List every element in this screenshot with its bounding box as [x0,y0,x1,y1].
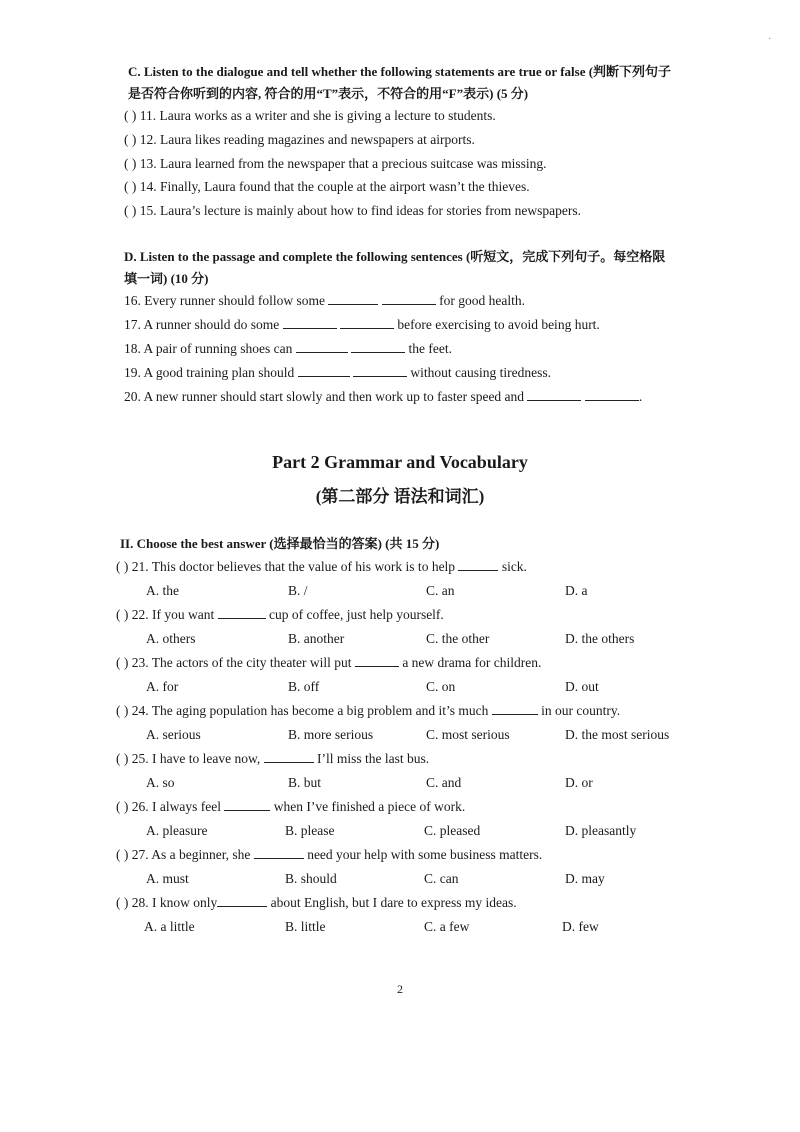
option-a[interactable]: A. a little [144,919,195,934]
question-18-text: 18. A pair of running shoes can [124,341,296,356]
option-d[interactable]: D. a [565,583,588,598]
option-c[interactable]: C. the other [426,631,490,646]
option-a[interactable]: A. so [146,775,175,790]
question-27-tail: need your help with some business matters. [303,847,543,862]
option-d[interactable]: D. or [565,775,593,790]
option-b[interactable]: B. / [288,583,308,598]
option-a[interactable]: A. for [146,679,179,694]
option-a[interactable]: A. others [146,631,196,646]
option-a[interactable]: A. pleasure [146,823,208,838]
option-b[interactable]: B. more serious [288,727,374,742]
question-25-tail: I’ll miss the last bus. [313,751,430,766]
option-b[interactable]: B. little [285,919,326,934]
answer-blank[interactable] [283,316,337,329]
question-23 [116,654,541,672]
answer-blank[interactable] [224,798,270,811]
question-26 [116,798,465,816]
answer-blank[interactable] [527,388,581,401]
option-c[interactable]: C. an [426,583,455,598]
option-d[interactable]: D. few [562,919,599,934]
option-d[interactable]: D. out [565,679,599,694]
page-number: 2 [397,982,403,996]
answer-blank[interactable] [353,364,407,377]
scan-mark: · [768,34,772,45]
question-20 [124,388,642,406]
question-21-text: ( ) 21. This doctor believes that the value of his work is to help [116,559,459,574]
question-16-text: 16. Every runner should follow some [124,293,329,308]
option-a[interactable]: A. must [146,871,189,886]
question-20-tail: . [638,389,643,404]
option-c[interactable]: C. can [424,871,459,886]
option-d[interactable]: D. pleasantly [565,823,637,838]
section-d-heading-line2: 填一词) (10 分) [124,271,209,286]
option-c[interactable]: C. on [426,679,456,694]
answer-blank[interactable] [296,340,348,353]
question-15: ( ) 15. Laura’s lecture is mainly about how to find ideas for stories from newspapers. [124,203,582,218]
answer-blank[interactable] [340,316,394,329]
question-21-tail: sick. [498,559,527,574]
question-22-text: ( ) 22. If you want [116,607,218,622]
question-24-text: ( ) 24. The aging population has become a big problem and it’s much [116,703,492,718]
option-b[interactable]: B. should [285,871,337,886]
part-2-title: Part 2 Grammar and Vocabulary [272,452,528,472]
question-28-tail: about English, but I dare to express my ideas. [267,895,517,910]
question-27 [116,846,542,864]
question-13: ( ) 13. Laura learned from the newspaper that a precious suitcase was missing. [124,156,547,171]
question-25 [116,750,429,768]
question-11: ( ) 11. Laura works as a writer and she is giving a lecture to students. [124,108,496,123]
option-c[interactable]: C. pleased [424,823,481,838]
section-c-heading-line1: C. Listen to the dialogue and tell whether the following statements are true or false (判断下列句子 [128,64,672,79]
question-26-tail: when I’ve finished a piece of work. [270,799,466,814]
part-2-title-chinese: (第二部分 语法和词汇) [315,487,485,506]
answer-blank[interactable] [492,702,538,715]
section-d-heading-line1: D. Listen to the passage and complete the following sentences (听短文，完成下列句子。每空格限 [124,249,666,264]
question-23-tail: a new drama for children. [398,655,542,670]
answer-blank[interactable] [218,606,266,619]
answer-blank[interactable] [254,846,304,859]
option-b[interactable]: B. please [285,823,335,838]
question-21 [116,558,527,576]
question-17 [124,316,600,334]
option-b[interactable]: B. off [288,679,320,694]
answer-blank[interactable] [585,388,639,401]
question-27-text: ( ) 27. As a beginner, she [116,847,254,862]
answer-blank[interactable] [382,292,436,305]
option-c[interactable]: C. a few [424,919,470,934]
answer-blank[interactable] [298,364,350,377]
section-ii-heading: II. Choose the best answer (选择最恰当的答案) (共 15 分) [120,536,440,551]
question-16 [124,292,525,310]
section-c-heading-line2: 是否符合你听到的内容, 符合的用“T”表示，不符合的用“F”表示) (5 分) [128,86,529,101]
question-24-tail: in our country. [537,703,621,718]
question-28-text: ( ) 28. I know only [116,895,218,910]
question-17-tail: before exercising to avoid being hurt. [394,317,600,332]
answer-blank[interactable] [351,340,405,353]
question-18 [124,340,452,358]
answer-blank[interactable] [328,292,378,305]
question-25-text: ( ) 25. I have to leave now, [116,751,264,766]
option-d[interactable]: D. the most serious [565,727,670,742]
answer-blank[interactable] [458,558,498,571]
question-26-text: ( ) 26. I always feel [116,799,225,814]
question-16-tail: for good health. [435,293,525,308]
question-23-text: ( ) 23. The actors of the city theater will put [116,655,355,670]
question-28 [116,894,517,912]
question-19-text: 19. A good training plan should [124,365,298,380]
answer-blank[interactable] [264,750,314,763]
option-b[interactable]: B. but [288,775,322,790]
option-d[interactable]: D. the others [565,631,635,646]
question-19-tail: without causing tiredness. [407,365,551,380]
question-14: ( ) 14. Finally, Laura found that the couple at the airport wasn’t the thieves. [124,179,530,194]
question-22 [116,606,444,624]
question-17-text: 17. A runner should do some [124,317,283,332]
option-c[interactable]: C. most serious [426,727,510,742]
question-22-tail: cup of coffee, just help yourself. [265,607,444,622]
question-19 [124,364,551,382]
option-a[interactable]: A. serious [146,727,201,742]
question-18-tail: the feet. [405,341,452,356]
option-a[interactable]: A. the [146,583,179,598]
answer-blank[interactable] [217,894,267,907]
option-b[interactable]: B. another [288,631,345,646]
option-d[interactable]: D. may [565,871,605,886]
option-c[interactable]: C. and [426,775,462,790]
question-12: ( ) 12. Laura likes reading magazines and newspapers at airports. [124,132,475,147]
question-24 [116,702,620,720]
question-20-text: 20. A new runner should start slowly and then work up to faster speed and [124,389,528,404]
answer-blank[interactable] [355,654,399,667]
